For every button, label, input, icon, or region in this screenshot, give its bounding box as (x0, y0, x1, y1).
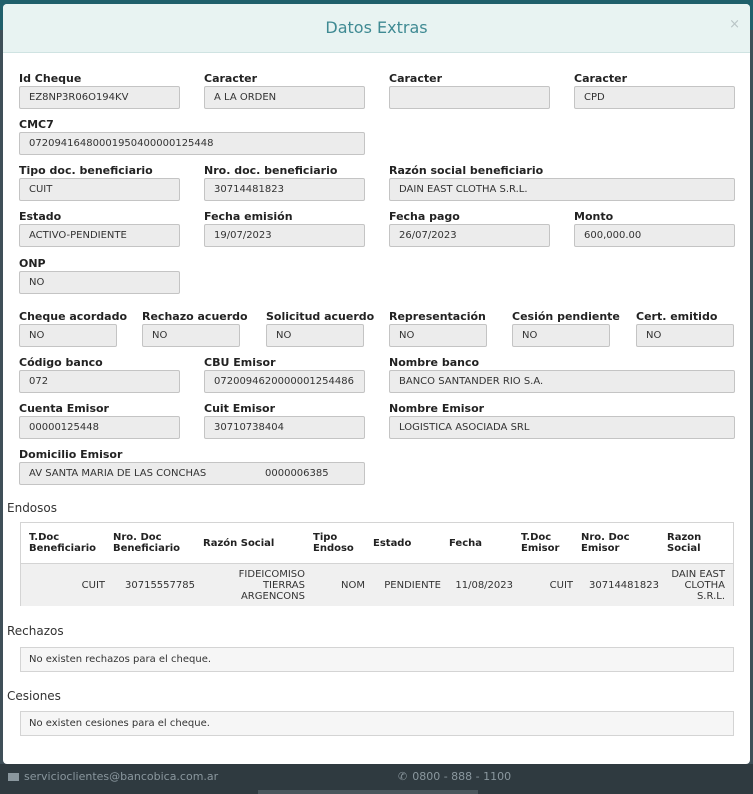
col-tdoc-beneficiario: T.Doc Beneficiario (29, 532, 97, 554)
footer-email[interactable] (8, 770, 218, 783)
footer-phone-text: 0800 - 888 - 1100 (412, 770, 512, 783)
endosos-header-row (21, 523, 733, 564)
nro-doc-beneficiario-label: Nro. doc. beneficiario (204, 164, 338, 177)
domicilio-street: AV SANTA MARIA DE LAS CONCHAS (29, 468, 207, 479)
nombre-emisor-label: Nombre Emisor (389, 402, 485, 415)
caracter-field-3[interactable]: CPD (574, 86, 735, 109)
nombre-emisor-field[interactable]: LOGISTICA ASOCIADA SRL (389, 416, 735, 439)
footer-email-text: servicioclientes@bancobica.com.ar (24, 770, 219, 783)
fecha-emision-field[interactable]: 19/07/2023 (204, 224, 365, 247)
caracter-label-1: Caracter (204, 72, 258, 85)
cuenta-emisor-field[interactable]: 00000125448 (19, 416, 180, 439)
col-tipo-endoso: Tipo Endoso (313, 532, 354, 554)
cuit-emisor-label: Cuit Emisor (204, 402, 276, 415)
cell-fecha: 11/08/2023 (445, 564, 517, 607)
col-nro-doc-beneficiario: Nro. Doc Beneficiario (113, 532, 181, 554)
fecha-pago-label: Fecha pago (389, 210, 460, 223)
caracter-label-2: Caracter (389, 72, 443, 85)
domicilio-emisor-field[interactable] (19, 462, 365, 485)
cell-nro-doc-beneficiario: 30715557785 (109, 564, 199, 607)
col-tdoc-emisor: T.Doc Emisor (521, 532, 560, 554)
cert-emitido-field[interactable]: NO (636, 324, 734, 347)
cheque-acordado-label: Cheque acordado (19, 310, 128, 323)
caracter-field-2[interactable] (389, 86, 550, 109)
cesiones-empty-message: No existen cesiones para el cheque. (20, 711, 734, 736)
onp-label: ONP (19, 257, 46, 270)
endosos-table (20, 522, 734, 606)
fecha-emision-label: Fecha emisión (204, 210, 293, 223)
nro-doc-beneficiario-field[interactable]: 30714481823 (204, 178, 365, 201)
estado-field[interactable]: ACTIVO-PENDIENTE (19, 224, 180, 247)
cell-razon-social-emisor: DAIN EAST CLOTHA S.R.L. (663, 564, 733, 607)
rechazos-empty-message: No existen rechazos para el cheque. (20, 647, 734, 672)
col-nro-doc-emisor: Nro. Doc Emisor (581, 532, 630, 554)
cuenta-emisor-label: Cuenta Emisor (19, 402, 109, 415)
endosos-title: Endosos (7, 501, 57, 515)
modal-title: Datos Extras (325, 18, 428, 37)
cell-tdoc-beneficiario: CUIT (21, 564, 109, 607)
caracter-label-3: Caracter (574, 72, 628, 85)
cell-nro-doc-emisor: 30714481823 (577, 564, 663, 607)
razon-social-beneficiario-field[interactable]: DAIN EAST CLOTHA S.R.L. (389, 178, 735, 201)
representacion-field[interactable]: NO (389, 324, 487, 347)
fecha-pago-field[interactable]: 26/07/2023 (389, 224, 550, 247)
estado-label: Estado (19, 210, 62, 223)
domicilio-number: 0000006385 (265, 468, 329, 479)
codigo-banco-label: Código banco (19, 356, 103, 369)
rechazo-acuerdo-field[interactable]: NO (142, 324, 240, 347)
table-row[interactable] (21, 564, 733, 607)
domicilio-emisor-label: Domicilio Emisor (19, 448, 123, 461)
col-estado: Estado (373, 537, 412, 549)
cell-tipo-endoso: NOM (309, 564, 369, 607)
datos-extras-modal (3, 4, 750, 764)
tipo-doc-beneficiario-label: Tipo doc. beneficiario (19, 164, 153, 177)
razon-social-beneficiario-label: Razón social beneficiario (389, 164, 544, 177)
onp-field[interactable]: NO (19, 271, 180, 294)
solicitud-acuerdo-field[interactable]: NO (266, 324, 364, 347)
close-icon[interactable]: × (729, 17, 740, 32)
cesion-pendiente-field[interactable]: NO (512, 324, 610, 347)
rechazo-acuerdo-label: Rechazo acuerdo (142, 310, 248, 323)
tipo-doc-beneficiario-field[interactable]: CUIT (19, 178, 180, 201)
cesiones-title: Cesiones (7, 689, 61, 703)
col-fecha: Fecha (449, 537, 483, 549)
solicitud-acuerdo-label: Solicitud acuerdo (266, 310, 375, 323)
col-razon-social: Razón Social (203, 537, 275, 549)
envelope-icon (8, 773, 19, 781)
codigo-banco-field[interactable]: 072 (19, 370, 180, 393)
monto-label: Monto (574, 210, 614, 223)
representacion-label: Representación (389, 310, 486, 323)
phone-icon: ✆ (398, 770, 408, 783)
cesion-pendiente-label: Cesión pendiente (512, 310, 620, 323)
cmc7-label: CMC7 (19, 118, 54, 131)
cell-tdoc-emisor: CUIT (517, 564, 577, 607)
cmc7-field[interactable]: 07209416480001950400000125448 (19, 132, 365, 155)
cuit-emisor-field[interactable]: 30710738404 (204, 416, 365, 439)
cert-emitido-label: Cert. emitido (636, 310, 718, 323)
monto-field[interactable]: 600,000.00 (574, 224, 735, 247)
id-cheque-label: Id Cheque (19, 72, 82, 85)
cbu-emisor-label: CBU Emisor (204, 356, 276, 369)
cheque-acordado-field[interactable]: NO (19, 324, 117, 347)
cell-estado: PENDIENTE (369, 564, 445, 607)
caracter-field-1[interactable]: A LA ORDEN (204, 86, 365, 109)
background-footer (0, 764, 753, 794)
nombre-banco-field[interactable]: BANCO SANTANDER RIO S.A. (389, 370, 735, 393)
id-cheque-field[interactable]: EZ8NP3R06O194KV (19, 86, 180, 109)
rechazos-title: Rechazos (7, 624, 64, 638)
footer-strip (258, 790, 478, 794)
footer-phone[interactable] (398, 770, 511, 783)
modal-header (3, 4, 750, 53)
nombre-banco-label: Nombre banco (389, 356, 480, 369)
cbu-emisor-field[interactable]: 0720094620000001254486 (204, 370, 365, 393)
cell-razon-social: FIDEICOMISO TIERRAS ARGENCONS (199, 564, 309, 607)
col-razon-social-emisor: Razon Social (667, 532, 702, 554)
